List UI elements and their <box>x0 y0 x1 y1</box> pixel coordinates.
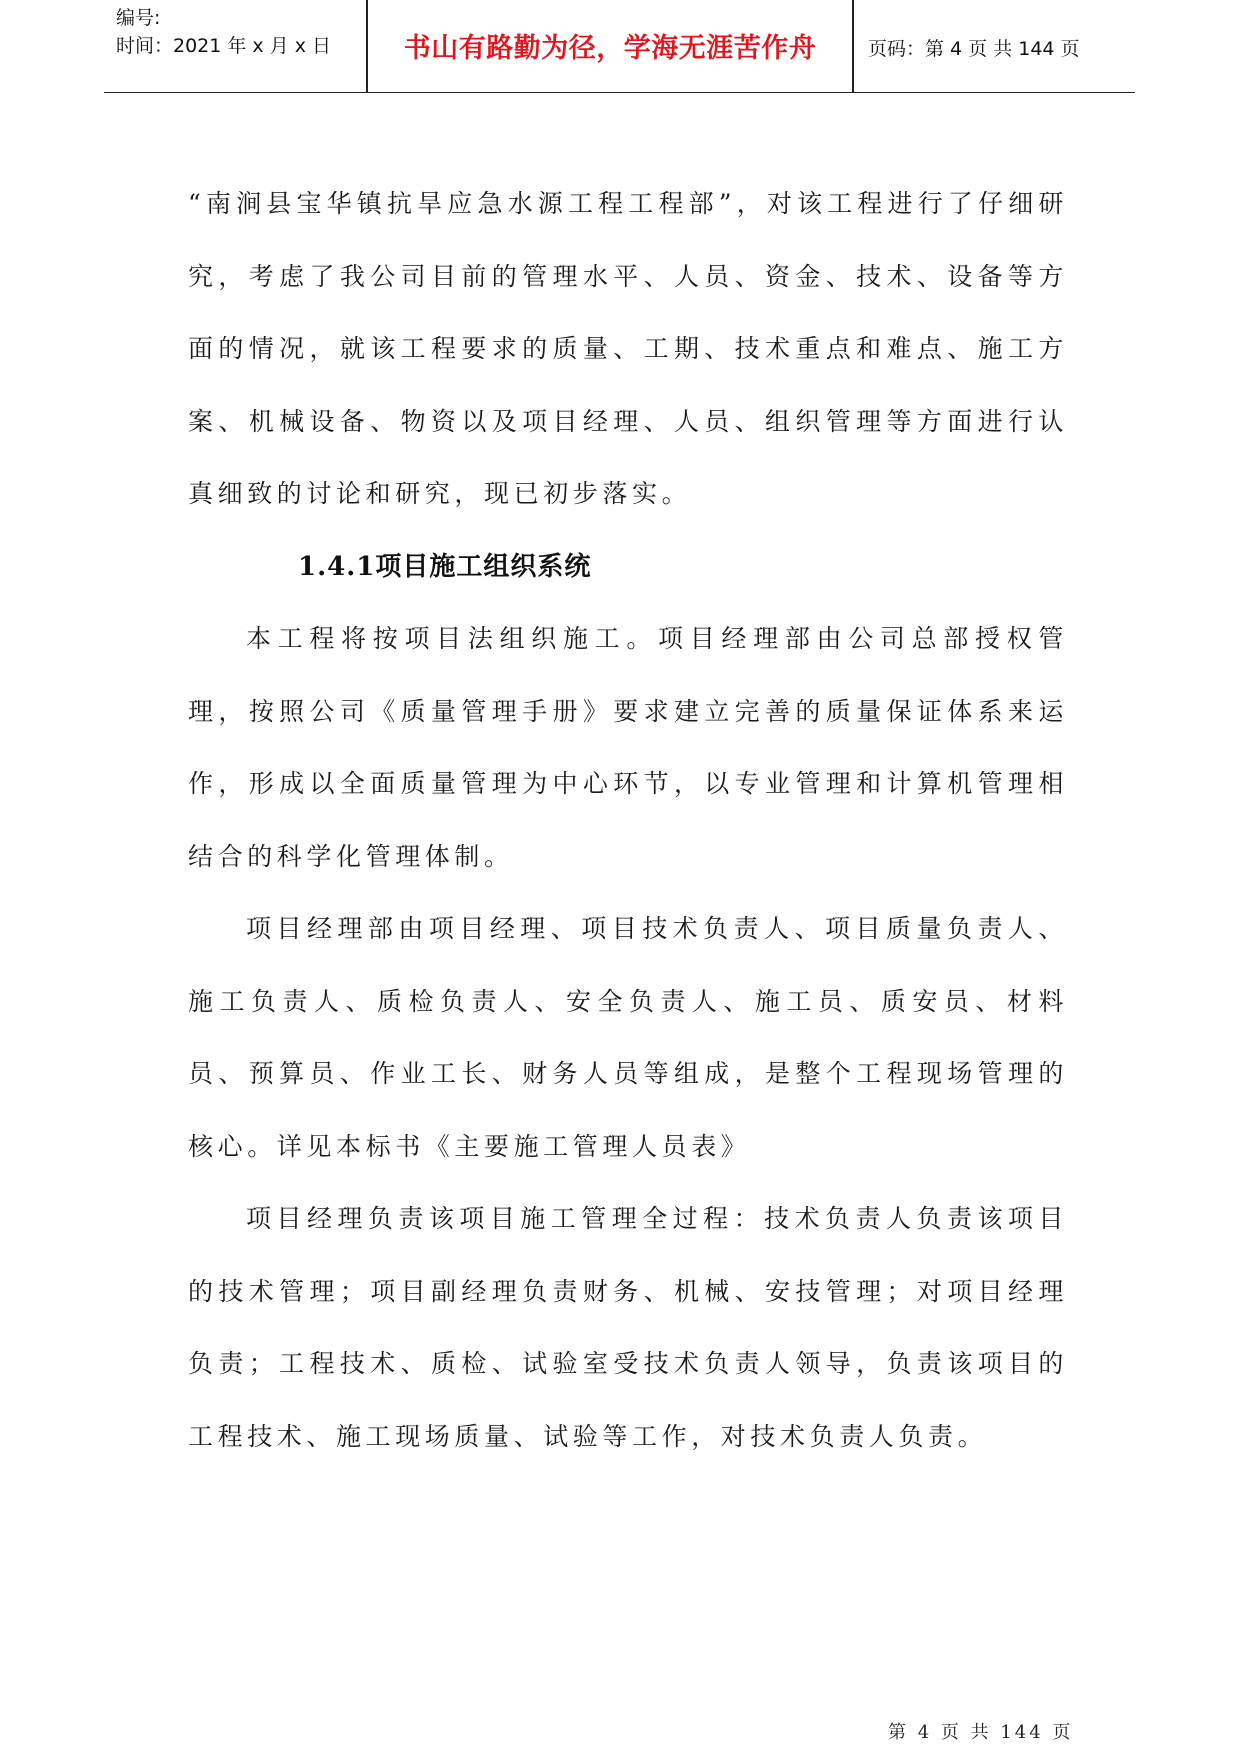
body-paragraph: 项目经理负责该项目施工管理全过程：技术负责人负责该项目的技术管理；项目副经理负责财务、机械、安技管理；对项目经理负责；工程技术、质检、试验室受技术负责人领导，负责该项目的工程技术、施工现场质量、试验等工作，对技术负责人负责。 <box>188 1204 1068 1451</box>
date-label: 时间：2021 年 x 月 x 日 <box>116 35 332 57</box>
header-meta <box>116 4 356 60</box>
header-motto: 书山有路勤为径，学海无涯苦作舟 <box>403 33 817 64</box>
body-paragraph: 本工程将按项目法组织施工。项目经理部由公司总部授权管理，按照公司《质量管理手册》要求建立完善的质量保证体系来运作，形成以全面质量管理为中心环节，以专业管理和计算机管理相结合的科学化管理体制。 <box>188 624 1068 871</box>
intro-paragraph: “南涧县宝华镇抗旱应急水源工程工程部”，对该工程进行了仔细研究，考虑了我公司目前的管理水平、人员、资金、技术、设备等方面的情况，就该工程要求的质量、工期、技术重点和难点、施工方案、机械设备、物资以及项目经理、人员、组织管理等方面进行认真细致的讨论和研究，现已初步落实。 <box>188 189 1068 508</box>
body-paragraph: 项目经理部由项目经理、项目技术负责人、项目质量负责人、施工负责人、质检负责人、安全负责人、施工员、质安员、材料员、预算员、作业工长、财务人员等组成，是整个工程现场管理的核心。详见本标书《主要施工管理人员表》 <box>188 914 1068 1161</box>
section-heading: 1.4.1项目施工组织系统 <box>298 551 592 582</box>
document-body <box>188 168 1068 1473</box>
header-divider <box>852 0 854 92</box>
page-footer: 第 4 页 共 144 页 <box>888 1722 1074 1743</box>
serial-number-label: 编号: <box>116 7 161 29</box>
page-header <box>104 0 1135 93</box>
header-page-number: 页码：第 4 页 共 144 页 <box>868 38 1080 60</box>
